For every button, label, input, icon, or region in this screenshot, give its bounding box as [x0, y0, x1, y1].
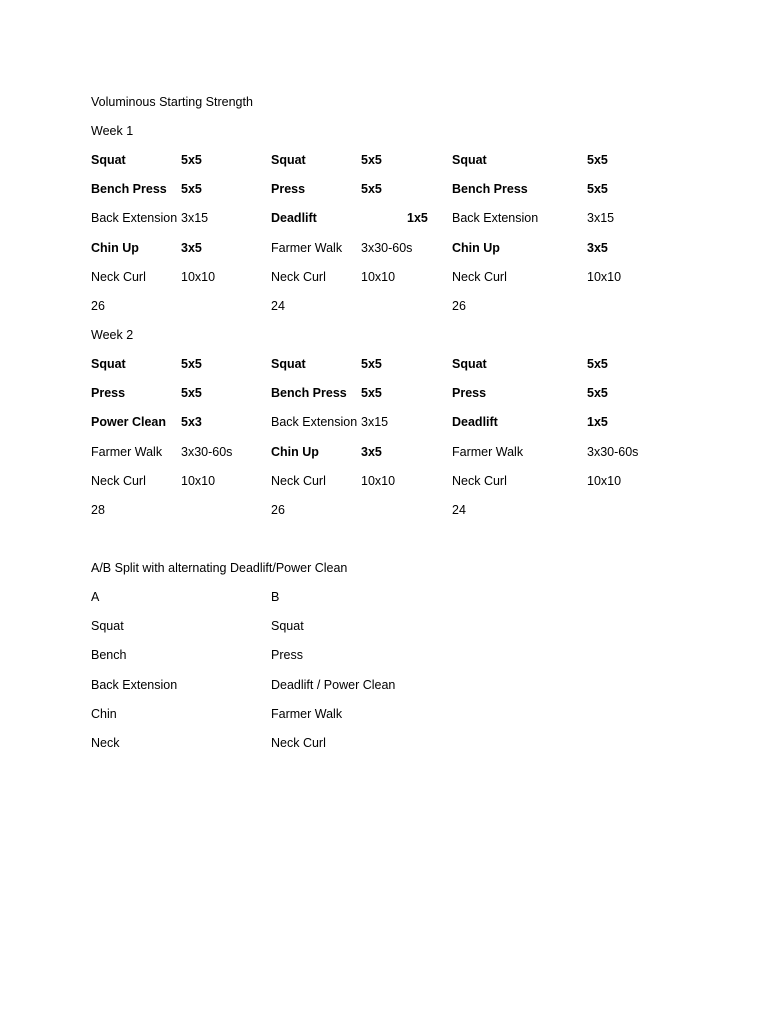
exercise-name: Back Extension — [452, 211, 539, 226]
split-b-exercise: Press — [271, 648, 303, 663]
exercise-sets: 5x5 — [361, 182, 382, 197]
exercise-name: Squat — [271, 357, 306, 371]
exercise-name: Farmer Walk — [91, 444, 163, 459]
exercise-sets: 3x15 — [361, 415, 389, 430]
exercise-name: Squat — [91, 153, 126, 167]
exercise-name: Farmer Walk — [452, 444, 524, 459]
exercise-name: Neck Curl — [271, 473, 326, 488]
exercise-name: Deadlift — [271, 211, 317, 226]
exercise-sets: 5x5 — [181, 386, 202, 401]
exercise-sets: 5x5 — [587, 182, 608, 197]
exercise-name: Neck Curl — [452, 269, 507, 284]
exercise-sets: 5x5 — [361, 357, 382, 371]
exercise-name: Press — [452, 386, 487, 401]
document-title: Voluminous Starting Strength — [91, 95, 253, 109]
split-a-header: A — [91, 590, 100, 604]
exercise-name: Chin Up — [91, 240, 139, 255]
exercise-sets: 5x5 — [361, 153, 382, 167]
exercise-sets: 10x10 — [587, 269, 622, 284]
exercise-name: Bench Press — [271, 386, 347, 401]
exercise-name: Bench Press — [91, 182, 167, 197]
split-a-exercise: Neck — [91, 736, 120, 750]
exercise-sets: 3x15 — [181, 211, 209, 226]
exercise-sets: 10x10 — [361, 473, 396, 488]
exercise-sets: 5x5 — [587, 357, 608, 371]
exercise-name: Neck Curl — [271, 269, 326, 284]
exercise-name: Farmer Walk — [271, 240, 343, 255]
day-total: 24 — [452, 503, 466, 517]
exercise-name: Neck Curl — [91, 473, 146, 488]
exercise-sets: 10x10 — [181, 473, 216, 488]
split-title: A/B Split with alternating Deadlift/Power Clean — [91, 561, 348, 575]
exercise-sets: 5x5 — [587, 153, 608, 167]
exercise-name: Squat — [91, 357, 126, 371]
exercise-sets: 5x3 — [181, 415, 202, 430]
exercise-sets: 3x15 — [587, 211, 615, 226]
exercise-name: Press — [91, 386, 126, 401]
exercise-sets: 3x30-60s — [361, 240, 413, 255]
exercise-sets: 10x10 — [587, 473, 622, 488]
exercise-sets: 5x5 — [181, 153, 202, 167]
exercise-sets: 3x5 — [361, 444, 382, 459]
split-a-exercise: Bench — [91, 648, 127, 663]
split-b-header: B — [271, 590, 280, 604]
exercise-name: Squat — [452, 153, 487, 167]
exercise-name: Back Extension — [271, 415, 358, 430]
exercise-name: Squat — [452, 357, 487, 371]
day-total: 26 — [452, 299, 466, 313]
exercise-name: Back Extension — [91, 211, 178, 226]
split-b-exercise: Neck Curl — [271, 736, 326, 750]
exercise-sets: 1x5 — [407, 211, 428, 226]
split-a-exercise: Squat — [91, 619, 124, 634]
split-b-exercise: Deadlift / Power Clean — [271, 677, 396, 692]
exercise-sets: 1x5 — [587, 415, 608, 430]
exercise-name: Bench Press — [452, 182, 528, 197]
exercise-sets: 3x5 — [587, 240, 608, 255]
day-total: 26 — [91, 299, 105, 313]
day-total: 24 — [271, 299, 285, 313]
split-a-exercise: Back Extension — [91, 677, 178, 692]
exercise-sets: 10x10 — [181, 269, 216, 284]
exercise-name: Deadlift — [452, 415, 498, 430]
exercise-name: Power Clean — [91, 415, 167, 430]
week1-label: Week 1 — [91, 124, 134, 138]
exercise-sets: 3x30-60s — [587, 444, 639, 459]
split-b-exercise: Farmer Walk — [271, 706, 343, 721]
exercise-sets: 5x5 — [181, 182, 202, 197]
exercise-name: Chin Up — [271, 444, 319, 459]
exercise-name: Neck Curl — [452, 473, 507, 488]
split-a-exercise: Chin — [91, 706, 117, 721]
exercise-name: Chin Up — [452, 240, 500, 255]
exercise-sets: 5x5 — [587, 386, 608, 401]
day-total: 26 — [271, 503, 285, 517]
exercise-sets: 3x5 — [181, 240, 202, 255]
exercise-name: Press — [271, 182, 306, 197]
exercise-name: Squat — [271, 153, 306, 167]
day-total: 28 — [91, 503, 105, 517]
exercise-sets: 5x5 — [361, 386, 382, 401]
split-b-exercise: Squat — [271, 619, 304, 634]
exercise-name: Neck Curl — [91, 269, 146, 284]
exercise-sets: 10x10 — [361, 269, 396, 284]
exercise-sets: 5x5 — [181, 357, 202, 371]
week2-label: Week 2 — [91, 328, 134, 342]
exercise-sets: 3x30-60s — [181, 444, 233, 459]
